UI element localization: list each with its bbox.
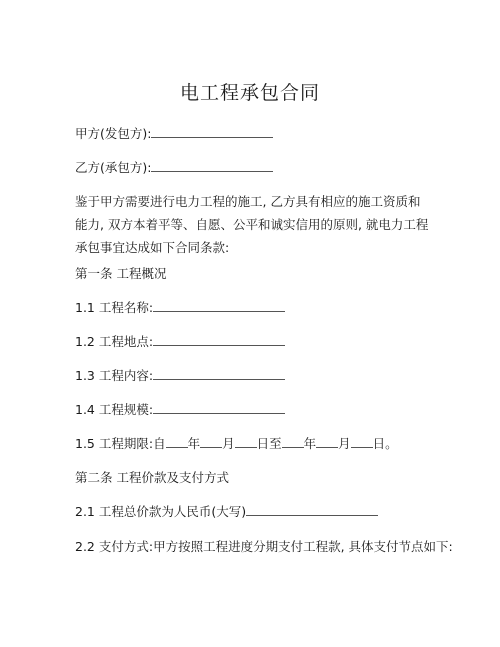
- start-day-blank[interactable]: [235, 435, 257, 448]
- month-text: 月: [222, 436, 235, 451]
- year-text: 年: [187, 436, 201, 451]
- article1-heading: 第一条 工程概况: [75, 266, 167, 281]
- item-1-2: [75, 332, 285, 350]
- project-scale-blank[interactable]: [153, 401, 285, 414]
- party-b-label: 乙方(承包方):: [75, 160, 152, 175]
- end-year-blank[interactable]: [282, 435, 304, 448]
- party-a-blank[interactable]: [151, 125, 273, 138]
- item-1-5: [75, 434, 398, 452]
- month-text-2: 月: [338, 436, 351, 451]
- project-location-blank[interactable]: [153, 333, 285, 346]
- total-price-blank[interactable]: [246, 503, 378, 516]
- project-content-blank[interactable]: [153, 367, 285, 380]
- start-month-blank[interactable]: [200, 435, 222, 448]
- day-to-text: 日至: [256, 436, 282, 451]
- start-year-blank[interactable]: [166, 435, 188, 448]
- project-name-blank[interactable]: [153, 299, 285, 312]
- item-1-1-label: 1.1 工程名称:: [75, 300, 154, 315]
- end-month-blank[interactable]: [316, 435, 338, 448]
- year-text-2: 年: [303, 436, 317, 451]
- item-1-1: [75, 298, 285, 316]
- intro-paragraph: 鉴于甲方需要进行电力工程的施工, 乙方具有相应的施工资质和能力, 双方本着平等、自愿、公平和诚实信用的原则, 就电力工程承包事宜达成如下合同条款:: [75, 194, 429, 255]
- party-b-blank[interactable]: [151, 159, 273, 172]
- item-1-4: [75, 400, 285, 418]
- item-1-5-label: 1.5 工程期限:自: [75, 436, 166, 451]
- article2-heading: 第二条 工程价款及支付方式: [75, 470, 229, 485]
- item-2-1-label: 2.1 工程总价款为人民币(大写): [75, 504, 247, 519]
- contract-title: 电工程承包合同: [179, 82, 320, 104]
- item-1-3-label: 1.3 工程内容:: [75, 368, 154, 383]
- item-1-2-label: 1.2 工程地点:: [75, 334, 154, 349]
- party-b-line: [75, 158, 273, 176]
- item-1-3: [75, 366, 285, 384]
- party-a-label: 甲方(发包方):: [75, 126, 152, 141]
- party-a-line: [75, 124, 273, 142]
- item-2-2: 2.2 支付方式:甲方按照工程进度分期支付工程款, 具体支付节点如下:: [75, 539, 453, 554]
- item-1-4-label: 1.4 工程规模:: [75, 402, 154, 417]
- item-2-1: [75, 502, 378, 520]
- day-end-text: 日。: [372, 436, 398, 451]
- end-day-blank[interactable]: [351, 435, 373, 448]
